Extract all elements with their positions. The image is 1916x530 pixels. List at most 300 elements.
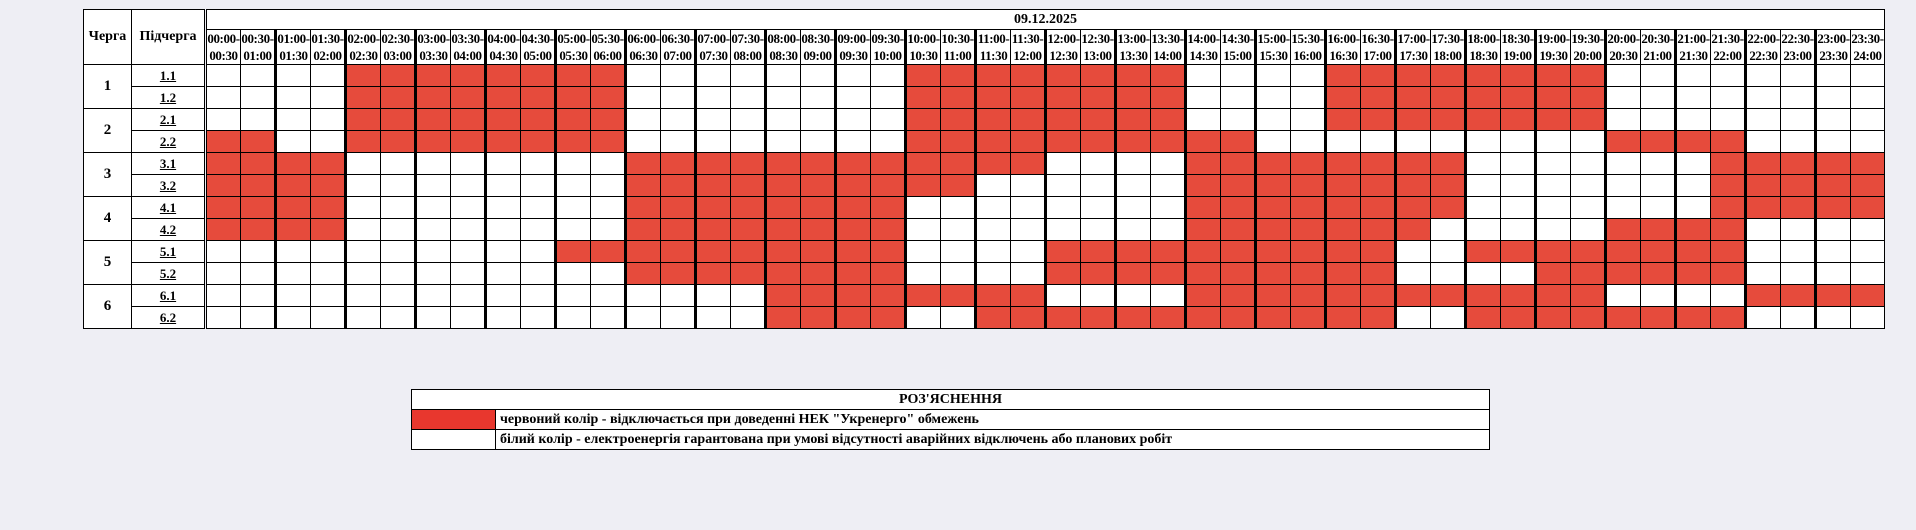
subqueue-link[interactable]: 5.2 [132,263,205,285]
time-slot-header [416,30,451,65]
outage-cell [241,153,276,175]
outage-cell [1116,131,1151,153]
outage-cell [1361,175,1396,197]
outage-cell [1361,307,1396,329]
outage-cell [1816,175,1851,197]
time-slot-start: 16:30- [1361,31,1394,46]
power-on-cell [1081,219,1116,241]
power-on-cell [871,109,906,131]
power-on-cell [486,175,521,197]
time-slot-start: 19:30- [1571,31,1604,46]
power-on-cell [1081,153,1116,175]
outage-cell [801,241,836,263]
outage-cell [1641,241,1676,263]
time-slot-header [906,30,941,65]
outage-cell [1431,87,1466,109]
time-slot-header [1816,30,1851,65]
power-on-cell [1816,65,1851,87]
power-on-cell [696,131,731,153]
outage-cell [1361,87,1396,109]
legend-white-swatch [412,430,496,450]
power-on-cell [521,307,556,329]
power-on-cell [871,65,906,87]
power-on-cell [1186,87,1221,109]
subqueue-link[interactable]: 5.1 [132,241,205,263]
schedule-row [84,285,1885,307]
schedule-row [84,219,1885,241]
outage-cell [871,197,906,219]
queue-header: Черга [84,10,132,65]
outage-cell [1466,307,1501,329]
schedule-row [84,65,1885,87]
outage-cell [1011,87,1046,109]
power-on-cell [696,65,731,87]
time-slot-header [1711,30,1746,65]
time-slot-end: 10:00 [873,48,902,63]
power-on-cell [1116,285,1151,307]
power-on-cell [1851,263,1885,285]
time-slot-start: 13:00- [1117,31,1150,46]
outage-cell [696,241,731,263]
power-on-cell [1116,219,1151,241]
power-on-cell [941,241,976,263]
outage-cell [1361,109,1396,131]
outage-cell [1326,87,1361,109]
outage-cell [976,109,1011,131]
outage-cell [346,87,381,109]
outage-cell [1081,109,1116,131]
outage-cell [1536,87,1571,109]
time-slot-end: 17:30 [1399,48,1428,63]
power-on-cell [591,175,626,197]
outage-cell [1256,307,1291,329]
power-on-cell [1431,263,1466,285]
power-on-cell [1676,65,1711,87]
outage-cell [1291,197,1326,219]
power-on-cell [1711,65,1746,87]
time-slot-end: 01:00 [243,48,272,63]
time-slot-header [1501,30,1536,65]
power-on-cell [1536,175,1571,197]
power-on-cell [976,263,1011,285]
power-on-cell [207,263,241,285]
outage-cell [976,131,1011,153]
outage-cell [1046,241,1081,263]
outage-cell [1151,241,1186,263]
power-on-cell [1466,175,1501,197]
power-on-cell [1431,307,1466,329]
power-on-cell [1746,219,1781,241]
outage-cell [836,263,871,285]
subqueue-link[interactable]: 6.1 [132,285,205,307]
outage-cell [1081,65,1116,87]
schedule-row [84,153,1885,175]
time-slot-end: 04:30 [489,48,518,63]
time-slot-end: 01:30 [279,48,308,63]
outage-cell [731,263,766,285]
time-slot-start: 22:30- [1781,31,1814,46]
power-on-cell [696,285,731,307]
outage-cell [556,131,591,153]
outage-cell [1746,285,1781,307]
power-on-cell [207,87,241,109]
power-on-cell [1011,197,1046,219]
power-on-cell [731,307,766,329]
power-on-cell [1256,131,1291,153]
power-on-cell [1571,153,1606,175]
time-slot-header [1151,30,1186,65]
time-slot-end: 11:30 [979,48,1008,63]
power-on-cell [311,285,346,307]
time-slot-end: 04:00 [453,48,482,63]
outage-cell [696,263,731,285]
power-on-cell [241,307,276,329]
outage-cell [1641,263,1676,285]
power-on-cell [1291,65,1326,87]
outage-cell [1116,241,1151,263]
power-on-cell [451,263,486,285]
time-slot-start: 20:00- [1607,31,1640,46]
outage-cell [1676,263,1711,285]
power-on-cell [416,285,451,307]
time-slot-end: 22:30 [1749,48,1778,63]
schedule-row [84,109,1885,131]
time-slot-start: 17:00- [1397,31,1430,46]
power-on-cell [661,307,696,329]
outage-cell [1081,241,1116,263]
outage-cell [556,241,591,263]
time-slot-start: 23:00- [1817,31,1850,46]
time-slot-start: 06:00- [627,31,660,46]
power-on-cell [451,153,486,175]
power-on-cell [591,153,626,175]
outage-cell [1291,153,1326,175]
time-slot-end: 21:30 [1679,48,1708,63]
outage-cell [976,285,1011,307]
power-on-cell [976,219,1011,241]
time-slot-header [1571,30,1606,65]
power-on-cell [381,197,416,219]
power-on-cell [1466,219,1501,241]
outage-cell [1326,307,1361,329]
power-on-cell [346,197,381,219]
time-slot-start: 05:00- [557,31,590,46]
outage-cell [1291,175,1326,197]
power-on-cell [836,87,871,109]
power-on-cell [1606,153,1641,175]
power-on-cell [346,175,381,197]
time-slot-end: 14:30 [1189,48,1218,63]
subqueue-link[interactable]: 3.2 [132,175,205,197]
time-slot-end: 22:00 [1713,48,1742,63]
time-slot-start: 18:00- [1467,31,1500,46]
power-on-cell [346,307,381,329]
outage-cell [836,241,871,263]
time-slot-header [241,30,276,65]
subqueue-link[interactable]: 2.2 [132,131,205,153]
outage-cell [1396,65,1431,87]
power-on-cell [1431,241,1466,263]
power-on-cell [1851,131,1885,153]
schedule-row [84,241,1885,263]
power-on-cell [311,241,346,263]
time-slot-end: 20:00 [1573,48,1602,63]
subqueue-link[interactable]: 1.1 [132,65,205,87]
outage-cell [1186,131,1221,153]
time-slot-start: 02:30- [381,31,414,46]
outage-cell [1221,241,1256,263]
legend-red-swatch [412,410,496,430]
power-on-cell [1676,285,1711,307]
power-on-cell [1571,131,1606,153]
power-on-cell [1501,263,1536,285]
power-on-cell [311,131,346,153]
outage-cell [1781,197,1816,219]
time-slot-start: 13:30- [1151,31,1184,46]
outage-cell [1291,263,1326,285]
power-on-cell [1571,197,1606,219]
power-on-cell [1221,87,1256,109]
power-on-cell [1501,153,1536,175]
power-on-cell [451,285,486,307]
power-on-cell [1781,87,1816,109]
outage-cell [1501,87,1536,109]
power-on-cell [346,263,381,285]
power-on-cell [661,87,696,109]
outage-cell [207,197,241,219]
outage-cell [521,65,556,87]
time-slot-start: 08:30- [801,31,834,46]
outage-cell [1326,219,1361,241]
power-on-cell [486,241,521,263]
power-on-cell [1011,219,1046,241]
outage-cell [1571,109,1606,131]
power-on-cell [346,241,381,263]
outage-cell [1081,307,1116,329]
power-on-cell [1011,175,1046,197]
outage-cell [1536,263,1571,285]
power-on-cell [1501,197,1536,219]
power-on-cell [381,219,416,241]
power-on-cell [556,197,591,219]
power-on-cell [1676,153,1711,175]
power-on-cell [556,175,591,197]
power-on-cell [1501,175,1536,197]
outage-cell [1116,307,1151,329]
power-on-cell [661,131,696,153]
time-slot-start: 15:00- [1257,31,1290,46]
power-on-cell [521,197,556,219]
power-on-cell [486,153,521,175]
outage-cell [1361,153,1396,175]
outage-cell [556,87,591,109]
outage-cell [1291,241,1326,263]
power-on-cell [521,263,556,285]
outage-cell [1326,109,1361,131]
outage-cell [311,197,346,219]
power-on-cell [661,285,696,307]
power-on-cell [1081,175,1116,197]
power-on-cell [1606,65,1641,87]
power-on-cell [591,197,626,219]
power-on-cell [556,263,591,285]
power-on-cell [1046,219,1081,241]
outage-cell [731,219,766,241]
outage-cell [241,175,276,197]
power-on-cell [1396,241,1431,263]
time-slot-start: 22:00- [1747,31,1780,46]
subqueue-link[interactable]: 1.2 [132,87,205,109]
power-on-cell [1536,219,1571,241]
outage-cell [521,109,556,131]
outage-cell [1746,197,1781,219]
outage-cell [871,153,906,175]
time-slot-start: 21:00- [1677,31,1710,46]
outage-cell [836,197,871,219]
outage-cell [1081,263,1116,285]
outage-cell [976,87,1011,109]
time-slot-header [626,30,661,65]
time-slot-start: 15:30- [1291,31,1324,46]
time-slot-end: 03:00 [383,48,412,63]
outage-cell [766,219,801,241]
power-on-cell [1816,241,1851,263]
power-on-cell [1466,197,1501,219]
time-slot-header [521,30,556,65]
outage-cell [591,241,626,263]
time-slot-start: 02:00- [347,31,380,46]
outage-cell [1851,153,1885,175]
outage-cell [1081,131,1116,153]
power-on-cell [381,307,416,329]
power-on-cell [207,307,241,329]
power-on-cell [661,65,696,87]
power-on-cell [1746,263,1781,285]
outage-cell [661,175,696,197]
outage-cell [1326,153,1361,175]
outage-cell [1676,307,1711,329]
power-on-cell [1676,175,1711,197]
time-slot-end: 09:00 [803,48,832,63]
power-on-cell [1851,307,1885,329]
power-on-cell [591,307,626,329]
power-on-cell [1186,65,1221,87]
power-on-cell [591,263,626,285]
power-on-cell [906,263,941,285]
outage-cell [766,197,801,219]
power-on-cell [1536,131,1571,153]
outage-cell [1326,197,1361,219]
outage-cell [1046,307,1081,329]
outage-cell [1256,175,1291,197]
power-on-cell [1711,285,1746,307]
outage-cell [311,175,346,197]
time-slot-end: 06:30 [629,48,658,63]
time-slot-header [1116,30,1151,65]
outage-cell [1466,109,1501,131]
queue-number: 3 [84,153,132,197]
power-on-cell [1046,285,1081,307]
time-slot-header [976,30,1011,65]
outage-cell [1816,197,1851,219]
outage-cell [696,175,731,197]
power-on-cell [731,65,766,87]
power-on-cell [1851,109,1885,131]
outage-cell [1011,65,1046,87]
outage-cell [311,153,346,175]
outage-cell [906,285,941,307]
subqueue-link[interactable]: 3.1 [132,153,205,175]
power-on-cell [241,263,276,285]
time-slot-end: 05:00 [523,48,552,63]
outage-cell [731,175,766,197]
outage-cell [836,307,871,329]
power-on-cell [381,263,416,285]
time-slot-start: 03:30- [451,31,484,46]
power-on-cell [276,263,311,285]
time-slot-start: 21:30- [1711,31,1744,46]
time-slot-start: 03:00- [417,31,450,46]
outage-cell [1256,241,1291,263]
outage-cell [1256,219,1291,241]
power-on-cell [941,307,976,329]
time-slot-start: 07:00- [697,31,730,46]
power-on-cell [521,175,556,197]
time-slot-end: 02:30 [349,48,378,63]
subqueue-link[interactable]: 6.2 [132,307,205,329]
outage-cell [941,285,976,307]
power-on-cell [1851,241,1885,263]
subqueue-link[interactable]: 4.2 [132,219,205,241]
time-slot-start: 09:00- [837,31,870,46]
power-on-cell [1816,131,1851,153]
time-slot-header [1011,30,1046,65]
power-on-cell [276,307,311,329]
power-on-cell [241,241,276,263]
power-on-cell [521,153,556,175]
outage-cell [591,131,626,153]
outage-cell [731,153,766,175]
outage-cell [801,219,836,241]
outage-cell [1396,219,1431,241]
power-on-cell [241,87,276,109]
outage-cell [1431,285,1466,307]
power-on-cell [1816,219,1851,241]
power-on-cell [801,87,836,109]
outage-cell [381,131,416,153]
time-slot-start: 00:30- [241,31,274,46]
subqueue-link[interactable]: 2.1 [132,109,205,131]
outage-cell [1781,285,1816,307]
outage-cell [276,175,311,197]
outage-cell [941,87,976,109]
time-slot-end: 13:30 [1119,48,1148,63]
power-on-cell [521,285,556,307]
power-on-cell [416,219,451,241]
subqueue-link[interactable]: 4.1 [132,197,205,219]
power-on-cell [556,307,591,329]
outage-cell [1536,307,1571,329]
outage-cell [1571,285,1606,307]
power-on-cell [451,307,486,329]
power-on-cell [1396,131,1431,153]
power-on-cell [1361,131,1396,153]
power-on-cell [416,307,451,329]
outage-cell [1221,263,1256,285]
outage-cell [591,109,626,131]
outage-cell [801,197,836,219]
time-slot-start: 00:00- [207,31,240,46]
